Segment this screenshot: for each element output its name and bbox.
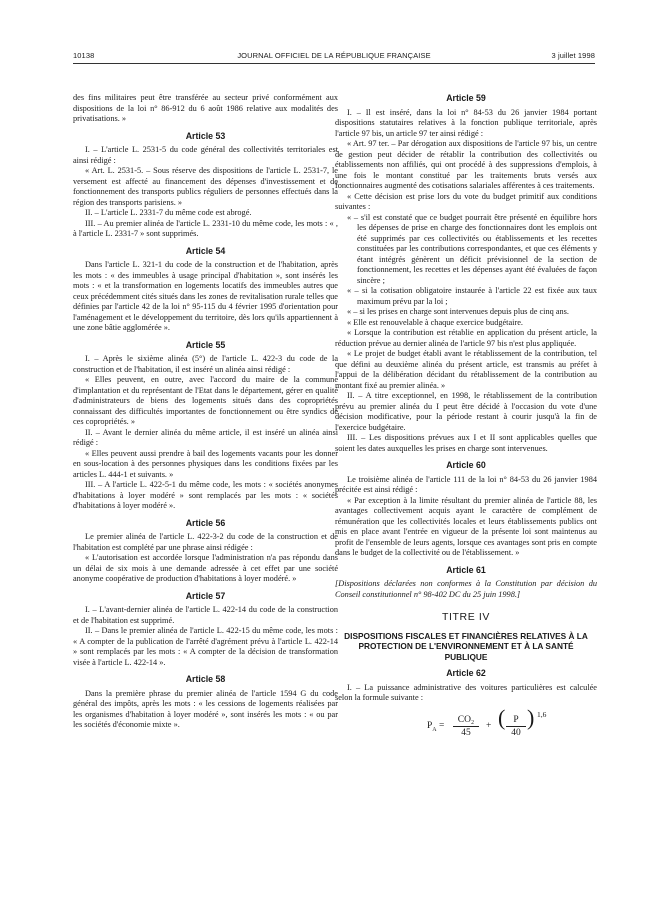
paragraph: Dans l'article L. 321-1 du code de la construction et de l'habitation, après les mots : « des immeubles à usage principal d'habitation », sont insérés les mots : « et la transformation en logements locatifs des immeubles autres que ceux précédemment cités situés dans les zones de revitalisation rurale telles que définies par l'article 42 de la loi n° 95-115 du 4 février 1995 d'orientation pour l'aménagement et le développement du territoire, dès lors qu'ils appartiennent à une zone bâtie agglomérée ». bbox=[73, 260, 338, 332]
paragraph: Dans la première phrase du premier alinéa de l'article 1594 G du code général des impôts, après les mots : « les cessions de logements réalisées par les organismes d'habitation à loyer modéré », sont insérés les mots : « ou par les sociétés d'économie mixte ». bbox=[73, 688, 338, 729]
titre-subheading: DISPOSITIONS FISCALES ET FINANCIÈRES RELATIVES À LA PROTECTION DE L'ENVIRONNEMENT ET À LA SANTÉ PUBLIQUE bbox=[344, 630, 588, 662]
paragraph: « Art. 97 ter. – Par dérogation aux dispositions de l'article 97 bis, un centre de gestion peut décider de rétablir la contribution des collectivités ou établissements non affiliés, qui ont procédé à des suppressions d'emplois, à une fois le montant constitué par les traitements bruts versés aux fonctionnaires augmenté des cotisations salariales afférentes à ces traitements. bbox=[335, 139, 597, 190]
paragraph: Le troisième alinéa de l'article 111 de la loi n° 84-53 du 26 janvier 1984 précitée est ainsi rédigé : bbox=[335, 474, 597, 494]
paragraph: I. – La puissance administrative des voitures particulières est calculée selon la formule suivante : bbox=[335, 682, 597, 702]
page-number: 10138 bbox=[73, 51, 95, 60]
list-item: « – si les prises en charge sont intervenues depuis plus de cinq ans. bbox=[347, 307, 569, 316]
article-heading: Article 60 bbox=[446, 460, 486, 470]
formula-fraction-power: $\frac{P}{40}$ bbox=[506, 714, 526, 739]
paragraph: « Elle est renouvelable à chaque exercice budgétaire. bbox=[347, 317, 523, 327]
page-header bbox=[73, 49, 595, 64]
left-column bbox=[73, 93, 338, 731]
paragraph: I. – Après le sixième alinéa (5°) de l'article L. 422-3 du code de la construction et de l'habitation, il est inséré un alinéa ainsi rédigé : bbox=[73, 354, 338, 374]
paragraph: I. – Il est inséré, dans la loi n° 84-53 du 26 janvier 1984 portant dispositions statutaires relatives à la fonction publique territoriale, après l'article 97 bis, un article 97 ter ainsi rédigé : bbox=[335, 107, 597, 138]
publication-date: 3 juillet 1998 bbox=[551, 51, 595, 60]
formula-right-paren: ) bbox=[527, 704, 535, 730]
paragraph: I. – L'article L. 2531-5 du code général des collectivités territoriales est ainsi rédigé : bbox=[73, 145, 338, 165]
paragraph: « Par exception à la limite résultant du premier alinéa de l'article 88, les avantages collectivement acquis ayant le caractère de complément de rémunération que les collectivités locales et leurs établissements publics ont mis en place avant l'entrée en vigueur de la présente loi sont maintenus au profit de l'ensemble de leurs agents, lorsque ces avantages sont pris en compte dans le budget de la collectivité ou de l'établissement. » bbox=[335, 495, 597, 557]
paragraph: « L'autorisation est accordée lorsque l'administration n'a pas répondu dans un délai de six mois à une demande adressée à cet effet par une société anonyme coopérative de production d'habitations à loyer modéré. » bbox=[73, 553, 338, 583]
paragraph: II. – A titre exceptionnel, en 1998, le rétablissement de la contribution prévu au premier alinéa du I peut être décidé à l'occasion du vote d'une décision modificative, pour la période restant à courir jusqu'à la fin de l'exercice budgétaire. bbox=[335, 391, 597, 432]
paragraph: « Elles peuvent, en outre, avec l'accord du maire de la commune d'implantation et du représentant de l'Etat dans le département, gérer en qualité d'administrateurs de biens des logements situés dans des copropriétés connaissant des difficultés importantes de fonctionnement ou être syndics de ces copropriétés. » bbox=[73, 375, 338, 426]
article-heading: Article 54 bbox=[185, 245, 226, 256]
article-heading: Article 53 bbox=[185, 130, 226, 141]
paragraph: III. – Au premier alinéa de l'article L. 2331-10 du même code, les mots : « , à l'article L. 2331-7 » sont supprimés. bbox=[73, 218, 338, 238]
paragraph: II. – Avant le dernier alinéa du même article, il est inséré un alinéa ainsi rédigé : bbox=[73, 427, 338, 447]
paragraph: II. – L'article L. 2331-7 du même code est abrogé. bbox=[85, 208, 252, 217]
article-heading: Article 58 bbox=[185, 674, 226, 684]
formula-left-paren: ( bbox=[498, 704, 506, 730]
paragraph: « Cette décision est prise lors du vote du budget primitif aux conditions suivantes : bbox=[335, 191, 597, 211]
power-formula bbox=[335, 704, 597, 740]
paragraph: I. – L'avant-dernier alinéa de l'article L. 422-14 du code de la construction et de l'habitation est supprimé. bbox=[73, 605, 338, 625]
paragraph: II. – Dans le premier alinéa de l'article L. 422-15 du même code, les mots : « A compter de la publication de l'arrêté d'agrément prévu à l'article L. 422-14 » sont remplacés par les mots : « A compter de la décision de transformation visée à l'article L. 422-14 ». bbox=[73, 626, 338, 667]
paragraph: III. – A l'article L. 422-5-1 du même code, les mots : « sociétés anonymes d'habitations à loyer modéré » sont remplacés par les mots : « sociétés d'habitations à loyer modéré ». bbox=[73, 480, 338, 510]
paragraph: « Art. L. 2531-5. – Sous réserve des dispositions de l'article L. 2531-7, le versement est affecté au financement des dépenses d'investissement et de fonctionnement des transports publics réguliers de personnes effectués dans la région des transports parisiens. » bbox=[73, 166, 338, 207]
formula-plus: + bbox=[486, 720, 492, 731]
formula-exponent: 1,6 bbox=[537, 709, 547, 719]
article-heading: Article 61 bbox=[446, 564, 486, 575]
paragraph: Le premier alinéa de l'article L. 422-3-2 du code de la construction et de l'habitation est complété par une phrase ainsi rédigée : bbox=[73, 532, 338, 552]
formula-fraction-co2: $\frac{\text{CO₂}}{45}$ bbox=[453, 714, 479, 739]
paragraph: [Dispositions déclarées non conformes à la Constitution par décision du Conseil constitutionnel n° 98-402 DC du 25 juin 1998.] bbox=[335, 579, 597, 599]
paragraph: « Lorsque la contribution est rétablie en application du présent article, la réduction prévue au dernier alinéa de l'article 97 bis n'est plus appliquée. bbox=[335, 328, 597, 348]
intro-paragraph: des fins militaires peut être transférée au secteur privé conformément aux dispositions de la loi n° 86-912 du 6 août 1986 relative aux modalités des privatisations. » bbox=[73, 93, 338, 123]
paragraph: « Le projet de budget établi avant le rétablissement de la contribution, tel que défini au deuxième alinéa du présent article, est transmis au préfet à l'appui de la délibération décidant du rétablissement de la contribution au montant fixé au premier alinéa. » bbox=[335, 349, 597, 390]
article-heading: Article 56 bbox=[185, 517, 226, 528]
article-heading: Article 59 bbox=[446, 93, 486, 103]
list-item: « – s'il est constaté que ce budget pourrait être présenté en équilibre hors les dépenses de prise en charge des fonctionnaires dont les emplois ont été supprimés par ces collectivités ou établissements et les recettes constituées par les contributions correspondantes, et que ces éléments y étant intégrés génèrent un déficit prévisionnel de la section de fonctionnement, les recettes et les dépenses ayant été évaluées de façon sincère ; bbox=[347, 212, 597, 285]
paragraph: « Elles peuvent aussi prendre à bail des logements vacants pour les donner en sous-location à des personnes physiques dans les conditions fixées par les articles L. 444-1 et suivants. » bbox=[73, 448, 338, 479]
article-heading: Article 55 bbox=[185, 339, 226, 350]
formula-lhs: $P_A$ = bbox=[427, 720, 445, 733]
list-item: « – si la cotisation obligatoire instaurée à l'article 22 est fixée aux taux maximum prévu par la loi ; bbox=[347, 286, 597, 306]
right-column bbox=[335, 93, 597, 740]
article-heading: Article 62 bbox=[446, 668, 486, 678]
titre-heading: TITRE IV bbox=[442, 611, 490, 623]
journal-title: JOURNAL OFFICIEL DE LA RÉPUBLIQUE FRANÇAISE bbox=[237, 51, 431, 60]
paragraph: III. – Les dispositions prévues aux I et II sont applicables quelles que soient les dates auxquelles les prises en charge sont intervenues. bbox=[335, 433, 597, 453]
article-heading: Article 57 bbox=[185, 590, 226, 601]
